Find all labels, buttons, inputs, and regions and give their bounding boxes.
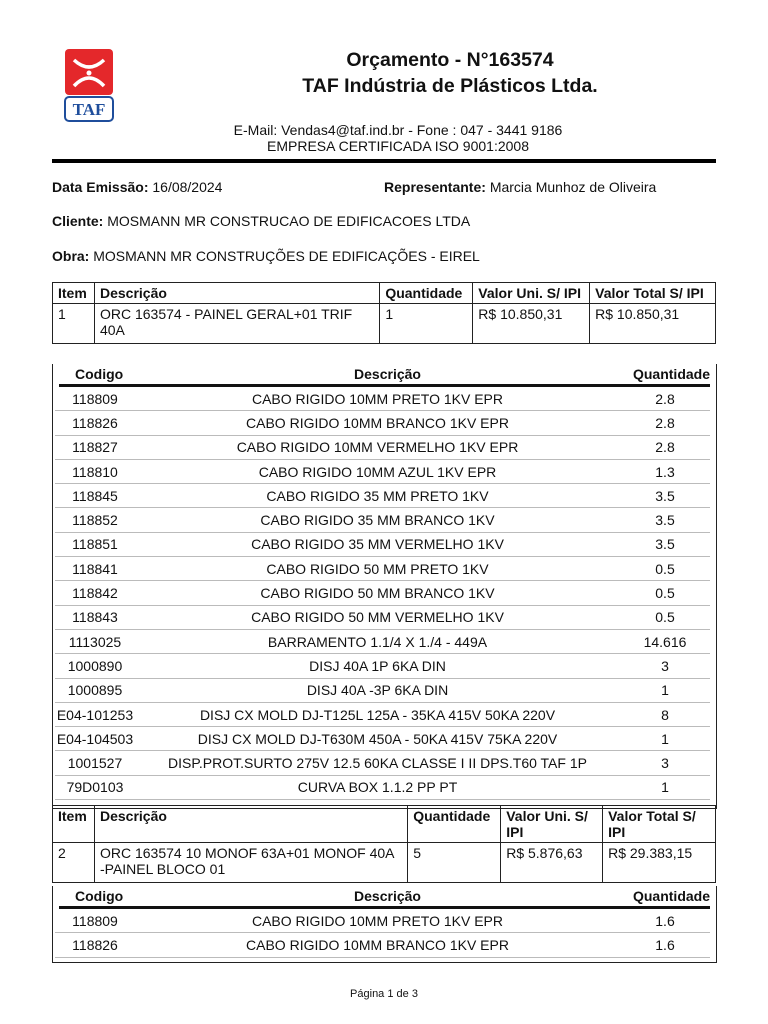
component-row [55, 703, 710, 727]
component-row [55, 557, 710, 581]
component-description: DISJ 40A -3P 6KA DIN [306, 682, 449, 699]
component-code: E04-104503 [56, 730, 134, 747]
component-quantity: 3.5 [655, 536, 675, 553]
valor-total-header: Valor Total S/ IPI [603, 806, 716, 843]
emissao-field [52, 179, 222, 195]
component-description: CABO RIGIDO 35 MM BRANCO 1KV [260, 512, 495, 529]
component-quantity: 3.5 [655, 512, 675, 529]
emissao-label: Data Emissão: [52, 179, 149, 195]
component-code: 1000895 [67, 682, 123, 699]
component-quantity: 2.8 [655, 439, 675, 456]
component-description: CABO RIGIDO 10MM BRANCO 1KV EPR [246, 936, 509, 953]
component-description: CABO RIGIDO 35 MM VERMELHO 1KV [251, 536, 504, 553]
component-row [55, 630, 710, 654]
component-row [55, 460, 710, 484]
component-description: CABO RIGIDO 50 MM PRETO 1KV [266, 560, 489, 577]
descricao-header: Descrição [94, 283, 379, 304]
component-quantity: 3 [661, 755, 669, 772]
item-header-row [53, 806, 716, 843]
taf-logo [64, 48, 114, 122]
cliente-value: MOSMANN MR CONSTRUCAO DE EDIFICACOES LTDA [107, 213, 471, 229]
cliente-label: Cliente: [52, 213, 104, 229]
component-code: E04-101253 [56, 706, 134, 723]
component-row [55, 679, 710, 703]
taf-logo-icon [64, 48, 114, 122]
component-quantity: 8 [661, 706, 669, 723]
item-table-2 [52, 805, 716, 883]
component-row [55, 727, 710, 751]
item-row [53, 304, 716, 344]
item-header: Item [53, 806, 95, 843]
cliente-field [52, 213, 470, 229]
component-description: CABO RIGIDO 50 MM BRANCO 1KV [260, 585, 495, 602]
certification-line: EMPRESA CERTIFICADA ISO 9001:2008 [267, 138, 529, 154]
component-quantity: 1 [661, 682, 669, 699]
contact-line: E-Mail: Vendas4@taf.ind.br - Fone : 047 - 3441 9186 [233, 122, 563, 138]
header-divider [52, 159, 716, 163]
component-quantity: 2.8 [655, 390, 675, 407]
item-description: ORC 163574 - PAINEL GERAL+01 TRIF 40A [94, 304, 379, 344]
representante-label: Representante: [384, 179, 486, 195]
component-description: CABO RIGIDO 10MM PRETO 1KV EPR [251, 390, 504, 407]
component-code: 118845 [72, 487, 118, 504]
component-descricao-header: Descrição [354, 366, 421, 382]
components-header [59, 886, 710, 909]
component-code: 118852 [72, 512, 118, 529]
component-quantity: 0.5 [655, 585, 675, 602]
component-row [55, 411, 710, 435]
component-quantity: 1 [661, 779, 669, 796]
component-description: CABO RIGIDO 10MM PRETO 1KV EPR [251, 912, 504, 929]
component-quantity: 2.8 [655, 414, 675, 431]
logo-text: TAF [72, 100, 106, 119]
item-row [53, 843, 716, 883]
component-row [55, 606, 710, 630]
component-quantity: 1.6 [655, 912, 675, 929]
component-row [55, 508, 710, 532]
component-row [55, 484, 710, 508]
component-code: 118851 [72, 536, 118, 553]
valor-total-header: Valor Total S/ IPI [590, 283, 716, 304]
component-quantity: 0.5 [655, 560, 675, 577]
item-quantity: 1 [380, 304, 473, 344]
components-rows [53, 909, 716, 958]
component-code: 118809 [72, 912, 118, 929]
component-quantity: 14.616 [643, 633, 687, 650]
component-code: 79D0103 [66, 779, 124, 796]
component-row [55, 751, 710, 775]
item-description: ORC 163574 10 MONOF 63A+01 MONOF 40A -PAINEL BLOCO 01 [94, 843, 407, 883]
component-description: CABO RIGIDO 10MM AZUL 1KV EPR [258, 463, 497, 480]
item-unit-value: R$ 5.876,63 [501, 843, 603, 883]
obra-value: MOSMANN MR CONSTRUÇÕES DE EDIFICAÇÕES - EIREL [93, 248, 480, 264]
component-description: DISJ 40A 1P 6KA DIN [309, 657, 446, 674]
component-description: DISP.PROT.SURTO 275V 12.5 60KA CLASSE I II DPS.T60 TAF 1P [168, 755, 587, 772]
component-quantidade-header: Quantidade [632, 888, 710, 904]
component-code: 118826 [72, 936, 118, 953]
item-total-value: R$ 10.850,31 [590, 304, 716, 344]
component-quantity: 1 [661, 730, 669, 747]
quantidade-header: Quantidade [380, 283, 473, 304]
component-quantity: 1.3 [655, 463, 675, 480]
emissao-value: 16/08/2024 [152, 179, 223, 195]
component-row [55, 909, 710, 933]
representante-value: Marcia Munhoz de Oliveira [489, 179, 657, 195]
component-description: CURVA BOX 1.1.2 PP PT [297, 779, 458, 796]
component-code: 118809 [72, 390, 118, 407]
item-number: 1 [53, 304, 95, 344]
representante-field [384, 179, 656, 195]
component-code: 118826 [72, 414, 118, 431]
component-quantidade-header: Quantidade [632, 366, 710, 382]
component-code: 118842 [72, 585, 118, 602]
component-row [55, 654, 710, 678]
component-code: 118810 [72, 463, 118, 480]
component-row [55, 436, 710, 460]
contact-info [0, 122, 768, 154]
component-code: 1001527 [67, 755, 123, 772]
components-header [59, 364, 710, 387]
component-quantity: 1.6 [655, 936, 675, 953]
components-rows [53, 387, 716, 800]
document-title [132, 47, 768, 99]
item-quantity: 5 [408, 843, 501, 883]
valor-uni-header: Valor Uni. S/ IPI [501, 806, 603, 843]
components-list-1 [52, 364, 717, 809]
descricao-header: Descrição [94, 806, 407, 843]
item-table-1 [52, 282, 716, 344]
company-name: TAF Indústria de Plásticos Ltda. [302, 75, 598, 97]
component-description: CABO RIGIDO 10MM VERMELHO 1KV EPR [236, 439, 519, 456]
component-quantity: 3 [661, 657, 669, 674]
codigo-header: Codigo [75, 888, 124, 904]
component-description: CABO RIGIDO 50 MM VERMELHO 1KV [251, 609, 504, 626]
page-number: Página 1 de 3 [350, 988, 418, 1000]
component-description: CABO RIGIDO 35 MM PRETO 1KV [266, 487, 489, 504]
component-row [55, 933, 710, 957]
component-row [55, 581, 710, 605]
component-code: 118843 [72, 609, 118, 626]
valor-uni-header: Valor Uni. S/ IPI [473, 283, 590, 304]
component-row [55, 387, 710, 411]
obra-field [52, 248, 480, 264]
item-number: 2 [53, 843, 95, 883]
quote-number: Orçamento - N°163574 [346, 49, 554, 71]
component-description: DISJ CX MOLD DJ-T125L 125A - 35KA 415V 50KA 220V [199, 706, 556, 723]
component-quantity: 3.5 [655, 487, 675, 504]
component-code: 118827 [72, 439, 118, 456]
component-code: 118841 [72, 560, 118, 577]
codigo-header: Codigo [75, 366, 124, 382]
item-header: Item [53, 283, 95, 304]
components-list-2 [52, 886, 717, 963]
item-header-row [53, 283, 716, 304]
quantidade-header: Quantidade [408, 806, 501, 843]
component-code: 1113025 [68, 633, 122, 650]
component-descricao-header: Descrição [354, 888, 421, 904]
component-quantity: 0.5 [655, 609, 675, 626]
component-description: BARRAMENTO 1.1/4 X 1./4 - 449A [267, 633, 488, 650]
item-unit-value: R$ 10.850,31 [473, 304, 590, 344]
obra-label: Obra: [52, 248, 90, 264]
item-total-value: R$ 29.383,15 [603, 843, 716, 883]
component-code: 1000890 [67, 657, 123, 674]
component-description: DISJ CX MOLD DJ-T630M 450A - 50KA 415V 75KA 220V [197, 730, 558, 747]
component-row [55, 533, 710, 557]
component-description: CABO RIGIDO 10MM BRANCO 1KV EPR [246, 414, 509, 431]
component-row [55, 776, 710, 800]
